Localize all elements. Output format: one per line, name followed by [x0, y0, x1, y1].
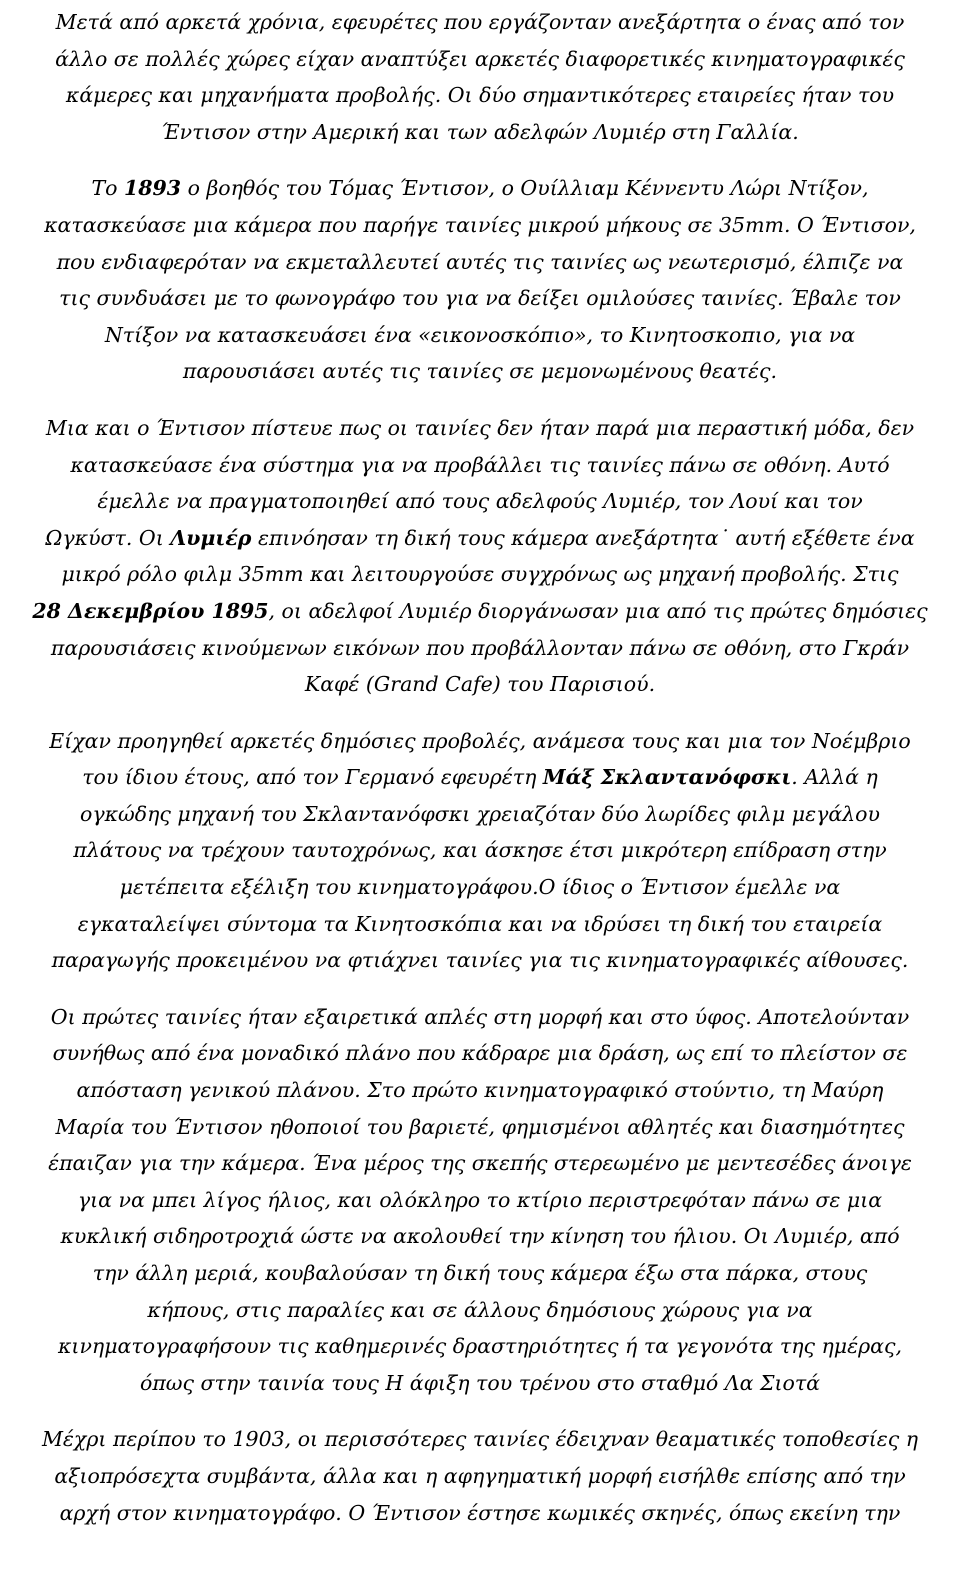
text-run: . Αλλά η [791, 765, 878, 790]
paragraph [4, 723, 956, 979]
emphasized-text: Λυμιέρ [170, 525, 252, 550]
emphasized-text: 28 Δεκεμβρίου 1895 [32, 598, 269, 623]
document-page [4, 4, 956, 1531]
text-run: όπως στην ταινία τους Η άφιξη του τρένου στο σταθμό Λα Σιοτά [139, 1370, 821, 1395]
emphasized-text: 1893 [124, 176, 182, 201]
text-run: κυκλική σιδηροτροχιά ώστε να ακολουθεί την κίνηση του ήλιου. Οι Λυμιέρ, από [60, 1224, 900, 1249]
text-run: αξιοπρόσεχτα συμβάντα, άλλα και η αφηγηματική μορφή εισήλθε επίσης από την [54, 1463, 906, 1488]
text-run: κατασκεύασε μια κάμερα που παρήγε ταινίες μικρού μήκους σε 35mm. Ο Έντισον, [44, 212, 916, 237]
text-run: Ωγκύστ. Οι [45, 525, 171, 550]
text-run: μετέπειτα εξέλιξη του κινηματογράφου.Ο ίδιος ο Έντισον έμελλε να [119, 875, 841, 900]
text-run: Οι πρώτες ταινίες ήταν εξαιρετικά απλές στη μορφή και στο ύφος. Αποτελούνταν [50, 1004, 910, 1029]
text-run: Μαρία του Έντισον ηθοποιοί του βαριετέ, φημισμένοι αθλητές και διασημότητες [55, 1114, 905, 1139]
text-run: απόσταση γενικού πλάνου. Στο πρώτο κινηματογραφικό στούντιο, τη Μαύρη [76, 1078, 884, 1103]
text-run: παραγωγής προκειμένου να φτιάχνει ταινίες για τις κινηματογραφικές αίθουσες. [51, 948, 909, 973]
text-run: Μέχρι περίπου το 1903, οι περισσότερες ταινίες έδειχναν θεαματικές τοποθεσίες η [41, 1427, 919, 1452]
text-run: κατασκεύασε ένα σύστημα για να προβάλλει τις ταινίες πάνω σε οθόνη. Αυτό [70, 452, 890, 477]
text-run: πλάτους να τρέχουν ταυτοχρόνως, και άσκησε έτσι μικρότερη επίδραση στην [73, 838, 887, 863]
text-run: Ντίξον να κατασκευάσει ένα «εικονοσκόπιο», το Κινητοσκοπιο, για να [104, 322, 856, 347]
text-run: Το [91, 176, 125, 201]
text-run: την άλλη μεριά, κουβαλούσαν τη δική τους κάμερα έξω στα πάρκα, στους [92, 1261, 868, 1285]
text-run: ογκώδης μηχανή του Σκλαντανόφσκι χρειαζόταν δύο λωρίδες φιλμ μεγάλου [80, 801, 880, 826]
text-run: αρχή στον κινηματογράφο. Ο Έντισον έστησε κωμικές σκηνές, όπως εκείνη την [59, 1500, 901, 1525]
text-run: κήπους, στις παραλίες και σε άλλους δημόσιους χώρους για να [147, 1297, 813, 1322]
text-run: του ίδιου έτους, από τον Γερμανό εφευρέτη [82, 765, 543, 790]
text-run: Μετά από αρκετά χρόνια, εφευρέτες που εργάζονταν ανεξάρτητα ο ένας από τον [55, 10, 905, 34]
text-run: συνήθως από ένα μοναδικό πλάνο που κάδραρε μια δράση, ως επί το πλείστον σε [52, 1041, 908, 1066]
paragraph [4, 1421, 956, 1531]
text-run: έμελλε να πραγματοποιηθεί από τους αδελφούς Λυμιέρ, τον Λουί και τον [97, 489, 863, 514]
text-run: κινηματογραφήσουν τις καθημερινές δραστηριότητες ή τα γεγονότα της ημέρας, [57, 1334, 902, 1359]
text-run: έπαιζαν για την κάμερα. Ένα μέρος της σκεπής στερεωμένο με μεντεσέδες άνοιγε [48, 1151, 912, 1176]
text-run: ο βοηθός του Τόμας Έντισον, ο Ουίλλιαμ Κέννεντυ Λώρι Ντίξον, [181, 176, 869, 201]
text-run: Είχαν προηγηθεί αρκετές δημόσιες προβολές, ανάμεσα τους και μια τον Νοέμβριο [49, 728, 911, 753]
text-run: , οι αδελφοί Λυμιέρ διοργάνωσαν μια από τις πρώτες δημόσιες [268, 598, 928, 623]
paragraph [4, 4, 956, 150]
text-run: Έντισον στην Αμερική και των αδελφών Λυμιέρ στη Γαλλία. [161, 119, 799, 144]
emphasized-text: Μάξ Σκλαντανόφσκι [542, 765, 792, 790]
text-run: για να μπει λίγος ήλιος, και ολόκληρο το κτίριο περιστρεφόταν πάνω σε μια [77, 1187, 883, 1212]
text-run: μικρό ρόλο φιλμ 35mm και λειτουργούσε συγχρόνως ως μηχανή προβολής. Στις [61, 562, 899, 587]
text-run: Μια και ο Έντισον πίστευε πως οι ταινίες δεν ήταν παρά μια περαστική μόδα, δεν [45, 415, 915, 440]
paragraph [4, 170, 956, 390]
text-run: Καφέ (Grand Cafe) του Παρισιού. [304, 672, 656, 697]
text-run: επινόησαν τη δική τους κάμερα ανεξάρτητα˙ αυτή εξέθετε ένα [251, 525, 915, 550]
text-run: εγκαταλείψει σύντομα τα Κινητοσκόπια και να ιδρύσει τη δική του εταιρεία [77, 911, 883, 936]
text-run: παρουσιάσει αυτές τις ταινίες σε μεμονωμένους θεατές. [182, 359, 778, 384]
text-run: που ενδιαφερόταν να εκμεταλλευτεί αυτές τις ταινίες ως νεωτερισμό, έλπιζε να [56, 249, 904, 274]
paragraph [4, 410, 956, 703]
paragraph [4, 999, 956, 1402]
text-run: άλλο σε πολλές χώρες είχαν αναπτύξει αρκετές διαφορετικές κινηματογραφικές [55, 46, 905, 71]
text-run: παρουσιάσεις κινούμενων εικόνων που προβάλλονταν πάνω σε οθόνη, στο Γκράν [50, 635, 910, 660]
text-run: τις συνδυάσει με το φωνογράφο του για να δείξει ομιλούσες ταινίες. Έβαλε τον [59, 286, 901, 311]
text-run: κάμερες και μηχανήματα προβολής. Οι δύο σημαντικότερες εταιρείες ήταν του [65, 83, 895, 108]
